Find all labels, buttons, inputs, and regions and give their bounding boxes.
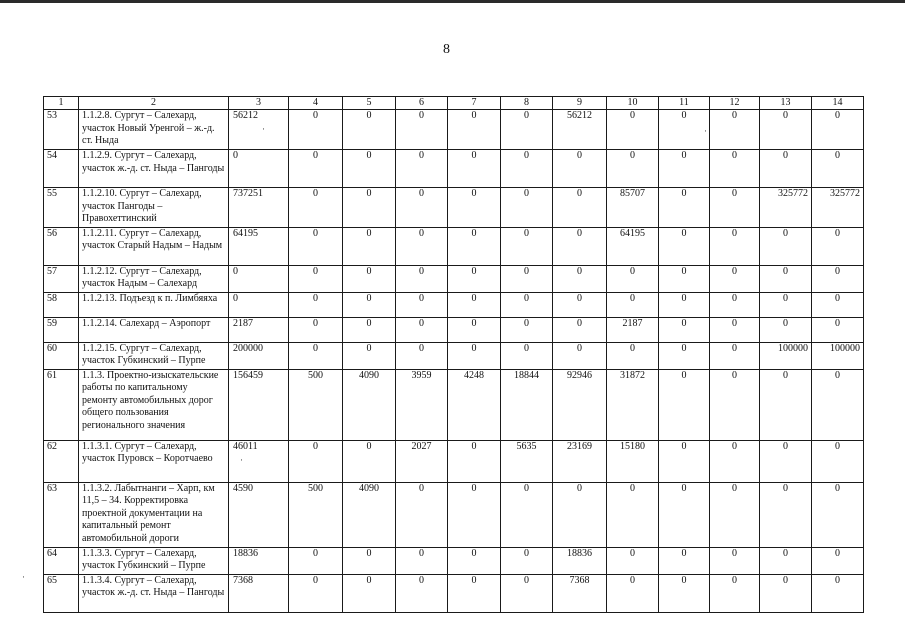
row-value-col-3: 0 [229,150,289,188]
column-header-3: 3 [229,97,289,110]
row-value-col-9: 0 [553,292,607,317]
row-value-col-7: 0 [448,292,501,317]
row-value-col-8: 0 [501,150,553,188]
row-value-col-9: 0 [553,265,607,292]
column-header-7: 7 [448,97,501,110]
row-value-col-8: 0 [501,292,553,317]
table-row [44,369,864,440]
row-value-col-14: 0 [812,110,864,150]
row-value-col-3: 7368 [229,574,289,612]
row-value-col-12: 0 [710,292,760,317]
table-row [44,342,864,369]
column-header-1: 1 [44,97,79,110]
row-value-col-9: 0 [553,482,607,547]
row-value-col-12: 0 [710,227,760,265]
row-value-col-11: 0 [659,265,710,292]
row-value-col-6: 0 [396,110,448,150]
row-value-col-8: 0 [501,317,553,342]
row-value-col-4: 0 [289,188,343,228]
column-header-12: 12 [710,97,760,110]
row-value-col-6: 0 [396,188,448,228]
row-number: 59 [44,317,79,342]
row-value-col-4: 0 [289,150,343,188]
row-value-col-14: 0 [812,292,864,317]
column-header-11: 11 [659,97,710,110]
table-header-row [44,97,864,110]
row-value-col-8: 0 [501,188,553,228]
row-value-col-14: 0 [812,547,864,574]
row-value-col-14: 0 [812,482,864,547]
row-value-col-10: 31872 [607,369,659,440]
row-name: 1.1.2.8. Сургут – Салехард, участок Новый Уренгой – ж.-д. ст. Ныда [79,110,229,150]
row-value-col-13: 0 [760,482,812,547]
row-value-col-7: 0 [448,482,501,547]
column-header-9: 9 [553,97,607,110]
row-name: 1.1.2.10. Сургут – Салехард, участок Пангоды – Правохеттинский [79,188,229,228]
row-value-col-9: 23169 [553,440,607,482]
row-value-col-4: 0 [289,574,343,612]
row-value-col-4: 0 [289,265,343,292]
row-number: 56 [44,227,79,265]
row-value-col-12: 0 [710,265,760,292]
row-value-col-10: 0 [607,547,659,574]
row-value-col-7: 0 [448,440,501,482]
row-value-col-5: 0 [343,440,396,482]
row-value-col-6: 0 [396,265,448,292]
row-value-col-10: 0 [607,574,659,612]
row-value-col-4: 0 [289,547,343,574]
row-value-col-10: 0 [607,150,659,188]
row-value-col-9: 56212 [553,110,607,150]
row-value-col-10: 0 [607,110,659,150]
row-value-col-3: 200000 [229,342,289,369]
row-value-col-12: 0 [710,369,760,440]
row-value-col-5: 0 [343,110,396,150]
row-value-col-8: 0 [501,574,553,612]
row-value-col-7: 4248 [448,369,501,440]
row-value-col-11: 0 [659,440,710,482]
row-value-col-13: 0 [760,440,812,482]
row-value-col-9: 0 [553,342,607,369]
row-value-col-3: 64195 [229,227,289,265]
row-value-col-8: 0 [501,482,553,547]
row-value-col-13: 0 [760,292,812,317]
row-value-col-11: 0 [659,227,710,265]
row-value-col-6: 0 [396,342,448,369]
row-value-col-9: 92946 [553,369,607,440]
page-top-rule [0,0,905,3]
row-value-col-7: 0 [448,110,501,150]
row-name: 1.1.3. Проектно-изыскательские работы по капитальному ремонту автомобильных дорог общего пользования регионального значения [79,369,229,440]
row-value-col-3: 2187 [229,317,289,342]
row-value-col-14: 0 [812,440,864,482]
scan-speck: · [262,124,265,134]
row-value-col-5: 0 [343,574,396,612]
row-value-col-14: 0 [812,227,864,265]
row-number: 53 [44,110,79,150]
row-value-col-6: 0 [396,150,448,188]
row-value-col-3: 18836 [229,547,289,574]
row-value-col-11: 0 [659,547,710,574]
row-value-col-10: 0 [607,342,659,369]
row-value-col-11: 0 [659,317,710,342]
row-value-col-13: 0 [760,110,812,150]
row-value-col-14: 100000 [812,342,864,369]
row-value-col-14: 0 [812,317,864,342]
row-number: 58 [44,292,79,317]
row-number: 61 [44,369,79,440]
scan-speck: · [704,126,707,136]
row-value-col-12: 0 [710,440,760,482]
row-value-col-14: 0 [812,150,864,188]
row-value-col-7: 0 [448,227,501,265]
row-value-col-7: 0 [448,574,501,612]
row-value-col-13: 325772 [760,188,812,228]
row-value-col-13: 0 [760,150,812,188]
table-row [44,188,864,228]
row-value-col-14: 0 [812,369,864,440]
row-value-col-14: 325772 [812,188,864,228]
row-number: 64 [44,547,79,574]
row-value-col-3: 4590 [229,482,289,547]
row-value-col-14: 0 [812,265,864,292]
row-value-col-12: 0 [710,317,760,342]
row-value-col-12: 0 [710,574,760,612]
row-value-col-3: 0 [229,265,289,292]
table-row [44,547,864,574]
table-row [44,150,864,188]
row-value-col-4: 500 [289,369,343,440]
column-header-5: 5 [343,97,396,110]
row-number: 60 [44,342,79,369]
row-value-col-10: 2187 [607,317,659,342]
row-value-col-13: 0 [760,227,812,265]
table-row [44,317,864,342]
row-number: 62 [44,440,79,482]
row-value-col-9: 18836 [553,547,607,574]
table-row [44,292,864,317]
row-value-col-8: 0 [501,342,553,369]
row-value-col-11: 0 [659,292,710,317]
row-value-col-9: 0 [553,317,607,342]
row-value-col-8: 18844 [501,369,553,440]
table-row [44,110,864,150]
row-number: 65 [44,574,79,612]
row-value-col-7: 0 [448,150,501,188]
scan-speck: · [240,455,243,465]
row-value-col-6: 0 [396,574,448,612]
row-value-col-10: 85707 [607,188,659,228]
page-number: 8 [443,42,450,57]
row-value-col-8: 0 [501,265,553,292]
row-name: 1.1.2.13. Подъезд к п. Лимбяяха [79,292,229,317]
table-row [44,440,864,482]
row-value-col-9: 0 [553,188,607,228]
row-value-col-10: 0 [607,265,659,292]
row-value-col-5: 0 [343,317,396,342]
row-value-col-8: 5635 [501,440,553,482]
row-name: 1.1.3.2. Лабытнанги – Харп, км 11,5 – 34. Корректировка проектной документации на капитальный ремонт автомобильной дороги [79,482,229,547]
row-value-col-6: 0 [396,292,448,317]
row-value-col-5: 4090 [343,482,396,547]
row-value-col-11: 0 [659,150,710,188]
row-value-col-7: 0 [448,547,501,574]
row-value-col-11: 0 [659,110,710,150]
row-value-col-10: 0 [607,482,659,547]
row-value-col-4: 0 [289,342,343,369]
row-value-col-7: 0 [448,317,501,342]
row-number: 57 [44,265,79,292]
row-value-col-11: 0 [659,574,710,612]
row-value-col-5: 4090 [343,369,396,440]
row-value-col-7: 0 [448,188,501,228]
row-value-col-13: 0 [760,369,812,440]
column-header-10: 10 [607,97,659,110]
row-value-col-4: 0 [289,317,343,342]
row-value-col-5: 0 [343,265,396,292]
table-row [44,227,864,265]
row-name: 1.1.2.11. Сургут – Салехард, участок Старый Надым – Надым [79,227,229,265]
row-name: 1.1.2.14. Салехард – Аэропорт [79,317,229,342]
row-value-col-12: 0 [710,110,760,150]
row-name: 1.1.2.12. Сургут – Салехард, участок Надым – Салехард [79,265,229,292]
row-value-col-6: 0 [396,317,448,342]
row-value-col-14: 0 [812,574,864,612]
row-value-col-7: 0 [448,265,501,292]
row-value-col-3: 156459 [229,369,289,440]
funding-table [43,96,864,613]
row-value-col-3: 56212 [229,110,289,150]
row-value-col-8: 0 [501,227,553,265]
row-value-col-13: 0 [760,547,812,574]
row-value-col-3: 0 [229,292,289,317]
row-value-col-13: 0 [760,317,812,342]
row-value-col-6: 0 [396,482,448,547]
row-value-col-9: 0 [553,227,607,265]
row-value-col-13: 100000 [760,342,812,369]
table-row [44,574,864,612]
row-name: 1.1.2.9. Сургут – Салехард, участок ж.-д. ст. Ныда – Пангоды [79,150,229,188]
row-number: 55 [44,188,79,228]
row-value-col-3: 737251 [229,188,289,228]
row-value-col-8: 0 [501,547,553,574]
row-name: 1.1.3.3. Сургут – Салехард, участок Губкинский – Пурпе [79,547,229,574]
row-value-col-12: 0 [710,150,760,188]
row-value-col-12: 0 [710,482,760,547]
row-value-col-5: 0 [343,150,396,188]
row-value-col-4: 0 [289,292,343,317]
row-value-col-11: 0 [659,188,710,228]
row-value-col-5: 0 [343,292,396,317]
scan-speck: · [22,572,25,582]
column-header-6: 6 [396,97,448,110]
column-header-4: 4 [289,97,343,110]
column-header-13: 13 [760,97,812,110]
row-value-col-10: 0 [607,292,659,317]
row-value-col-5: 0 [343,188,396,228]
row-value-col-12: 0 [710,342,760,369]
row-name: 1.1.2.15. Сургут – Салехард, участок Губкинский – Пурпе [79,342,229,369]
column-header-2: 2 [79,97,229,110]
row-value-col-3: 46011 [229,440,289,482]
row-value-col-13: 0 [760,574,812,612]
row-value-col-12: 0 [710,188,760,228]
row-value-col-10: 15180 [607,440,659,482]
column-header-14: 14 [812,97,864,110]
row-value-col-8: 0 [501,110,553,150]
row-value-col-13: 0 [760,265,812,292]
row-value-col-5: 0 [343,342,396,369]
row-number: 54 [44,150,79,188]
row-value-col-4: 0 [289,440,343,482]
row-name: 1.1.3.1. Сургут – Салехард, участок Пуровск – Коротчаево [79,440,229,482]
row-number: 63 [44,482,79,547]
row-value-col-6: 3959 [396,369,448,440]
row-name: 1.1.3.4. Сургут – Салехард, участок ж.-д. ст. Ныда – Пангоды [79,574,229,612]
row-value-col-9: 7368 [553,574,607,612]
row-value-col-5: 0 [343,227,396,265]
row-value-col-11: 0 [659,482,710,547]
row-value-col-7: 0 [448,342,501,369]
row-value-col-12: 0 [710,547,760,574]
row-value-col-4: 0 [289,110,343,150]
row-value-col-9: 0 [553,150,607,188]
row-value-col-11: 0 [659,369,710,440]
row-value-col-6: 0 [396,227,448,265]
column-header-8: 8 [501,97,553,110]
table-row [44,265,864,292]
row-value-col-6: 0 [396,547,448,574]
row-value-col-5: 0 [343,547,396,574]
row-value-col-6: 2027 [396,440,448,482]
row-value-col-10: 64195 [607,227,659,265]
row-value-col-4: 500 [289,482,343,547]
row-value-col-11: 0 [659,342,710,369]
row-value-col-4: 0 [289,227,343,265]
table-row [44,482,864,547]
